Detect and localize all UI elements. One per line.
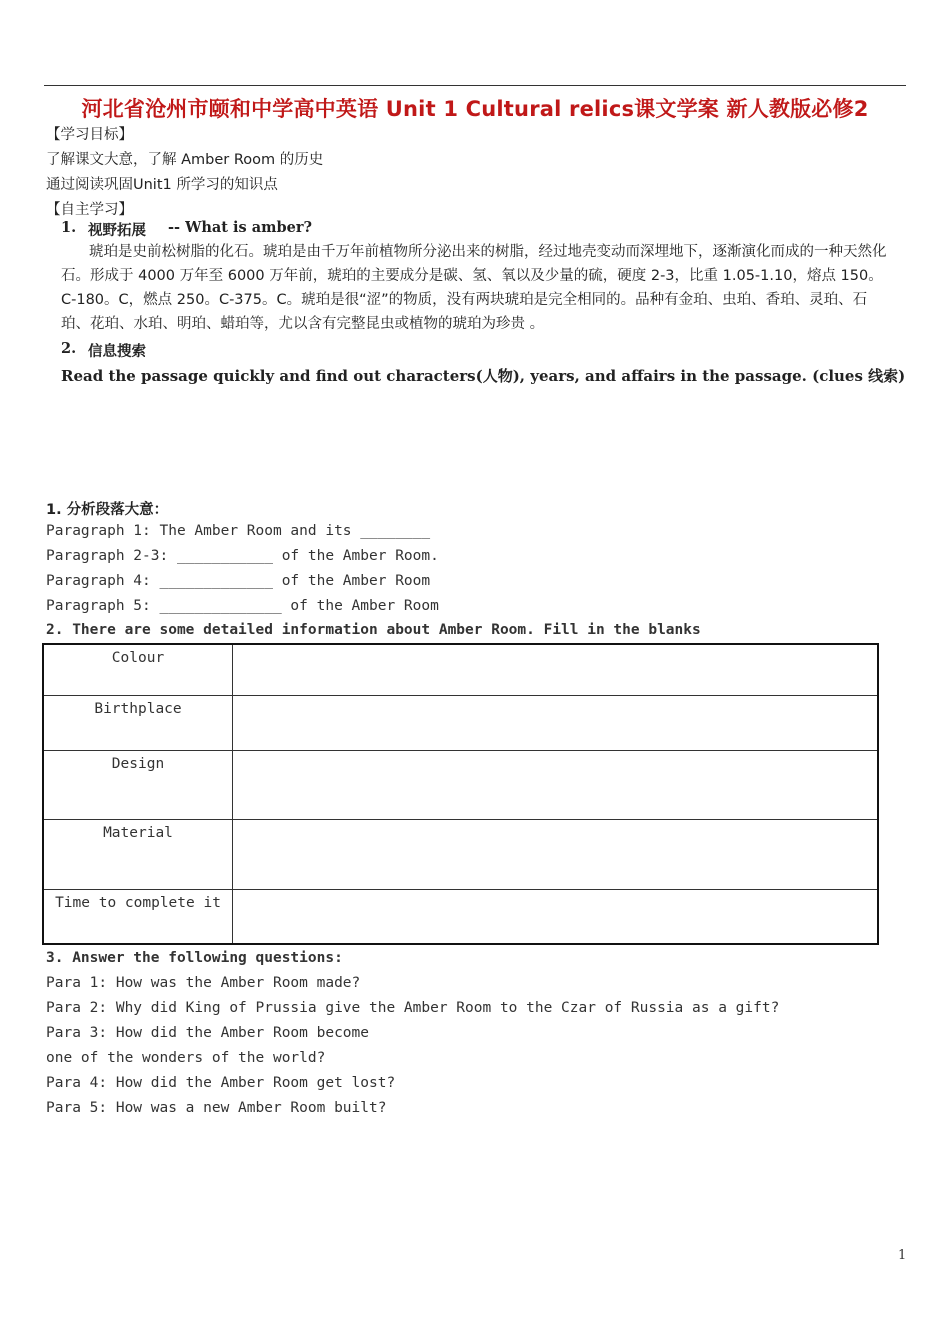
paragraph-line-3: Paragraph 4: _____________ of the Amber Room <box>46 573 431 589</box>
detail-table <box>42 643 879 945</box>
question-line-2: Para 2: Why did King of Prussia give the Amber Room to the Czar of Russia as a gift? <box>46 1000 780 1016</box>
section-2-instruction: Read the passage quickly and find out characters(人物), years, and affairs in the passage. (clues 线索) <box>61 367 906 385</box>
questions-heading: 3. Answer the following questions: <box>46 950 343 966</box>
table-row <box>43 644 878 695</box>
paragraph-analysis-heading: 1. 分析段落大意： <box>46 502 169 518</box>
header-rule <box>44 85 906 86</box>
detail-table-heading: 2. There are some detailed information about Amber Room. Fill in the blanks <box>46 622 701 638</box>
objective-item-2: 通过阅读巩固Unit1 所学习的知识点 <box>46 177 278 193</box>
section-1-title: 视野拓展 <box>88 223 146 239</box>
paragraph-line-2: Paragraph 2-3: ___________ of the Amber Room. <box>46 548 439 564</box>
row-answer-time[interactable] <box>233 889 879 944</box>
objective-item-1: 了解课文大意，了解 Amber Room 的历史 <box>46 152 324 168</box>
section-2-title: 信息搜索 <box>88 344 146 360</box>
self-study-heading: 【自主学习】 <box>46 202 133 218</box>
section-1-number: 1. <box>61 219 77 236</box>
table-row <box>43 750 878 819</box>
row-label-birthplace: Birthplace <box>43 695 233 750</box>
amber-description-paragraph: 琥珀是史前松树脂的化石。琥珀是由千万年前植物所分泌出来的树脂，经过地壳变动而深埋地下，逐渐演化而成的一种天然化石。形成于 4000 万年至 6000 万年前，琥珀的主要成分是碳、氢、氧以及少量的硫，硬度 2-3，比重 1.05-1.10，熔点 150。C-180。C，燃点 250。C-375。C。琥珀是很“涩”的物质，没有两块琥珀是完全相同的。品种有金珀、虫珀、香珀、灵珀、石珀、花珀、水珀、明珀、蜡珀等，尤以含有完整昆虫或植物的琥珀为珍贵 。 <box>61 244 887 332</box>
page-number: 1 <box>898 1248 907 1263</box>
document-title: 河北省沧州市颐和中学高中英语 Unit 1 Cultural relics课文学案 新人教版必修2 <box>81 97 869 121</box>
row-label-design: Design <box>43 750 233 819</box>
question-line-4: one of the wonders of the world? <box>46 1050 326 1066</box>
table-row <box>43 819 878 889</box>
question-line-5: Para 4: How did the Amber Room get lost? <box>46 1075 396 1091</box>
row-label-material: Material <box>43 819 233 889</box>
row-answer-design[interactable] <box>233 750 879 819</box>
row-answer-birthplace[interactable] <box>233 695 879 750</box>
table-row <box>43 695 878 750</box>
question-line-1: Para 1: How was the Amber Room made? <box>46 975 361 991</box>
section-1-subtitle: -- What is amber? <box>168 219 313 236</box>
row-answer-colour[interactable] <box>233 644 879 695</box>
section-2-number: 2. <box>61 340 77 357</box>
objectives-heading: 【学习目标】 <box>46 127 133 143</box>
question-line-3: Para 3: How did the Amber Room become <box>46 1025 370 1041</box>
row-label-time: Time to complete it <box>43 889 233 944</box>
question-line-6: Para 5: How was a new Amber Room built? <box>46 1100 387 1116</box>
paragraph-line-1: Paragraph 1: The Amber Room and its ________ <box>46 523 431 539</box>
row-label-colour: Colour <box>43 644 233 695</box>
paragraph-line-4: Paragraph 5: ______________ of the Amber Room <box>46 598 439 614</box>
table-row <box>43 889 878 944</box>
row-answer-material[interactable] <box>233 819 879 889</box>
